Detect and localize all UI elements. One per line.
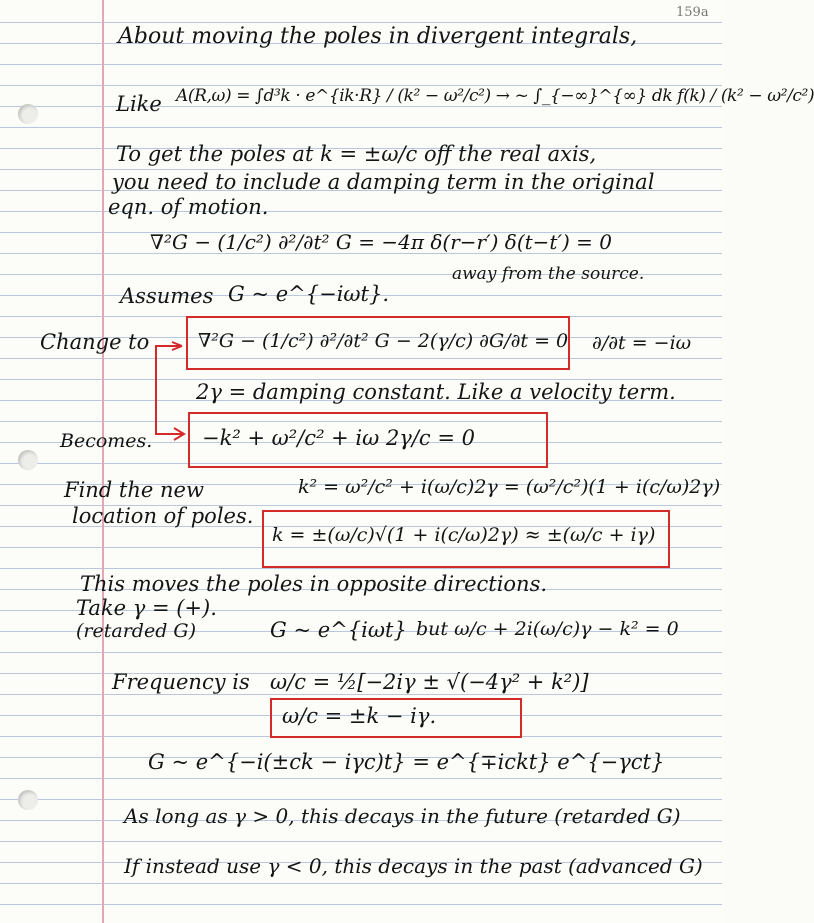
retarded-label: (retarded G)	[76, 620, 196, 642]
equation-g-time: G ~ e^{−i(±ck − iγc)t} = e^{∓ickt} e^{−γct}	[148, 750, 665, 774]
away-note: away from the source.	[452, 264, 645, 284]
opposite-text: This moves the poles in opposite directions.	[80, 572, 548, 596]
equation-damped: ∇²G − (1/c²) ∂²/∂t² G − 2(γ/c) ∂G/∂t = 0	[198, 330, 569, 352]
equation-frequency: ω/c = ½[−2iγ ± √(−4γ² + k²)]	[270, 670, 589, 694]
final-line-1: As long as γ > 0, this decays in the future (retarded G)	[124, 804, 681, 828]
title-line: About moving the poles in divergent integrals,	[118, 24, 638, 49]
equation-dispersion: −k² + ω²/c² + iω 2γ/c = 0	[202, 426, 475, 450]
find-label-2: location of poles.	[72, 504, 254, 528]
time-derivative-note: ∂/∂t = −iω	[592, 332, 692, 354]
frequency-label: Frequency is	[112, 670, 250, 694]
text-line-1: To get the poles at k = ±ω/c off the real axis,	[116, 142, 597, 166]
take-label: Take γ = (+).	[76, 596, 217, 620]
equation-green-function: ∇²G − (1/c²) ∂²/∂t² G = −4π δ(r−r′) δ(t−t′) = 0	[150, 230, 613, 254]
find-label-1: Find the new	[64, 478, 204, 502]
assumes-label: Assumes	[120, 284, 214, 308]
but-expression: but ω/c + 2i(ω/c)γ − k² = 0	[416, 618, 679, 640]
assumes-expression: G ~ e^{−iωt}.	[228, 282, 390, 306]
damping-note: 2γ = damping constant. Like a velocity term.	[196, 380, 676, 404]
like-expression: A(R,ω) = ∫d³k · e^{ik·R} / (k² − ω²/c²) → ~ ∫_{−∞}^{∞} dk f(k) / (k² − ω²/c²)	[176, 86, 814, 106]
text-line-3: eqn. of motion.	[108, 195, 269, 219]
page-number: 159a	[676, 5, 709, 20]
g-approximation: G ~ e^{iωt}	[270, 618, 407, 642]
change-label: Change to	[40, 330, 150, 354]
like-label: Like	[116, 92, 162, 116]
equation-k-squared: k² = ω²/c² + i(ω/c)2γ = (ω²/c²)(1 + i(c/ω)2γ)	[298, 476, 721, 498]
text-line-2: you need to include a damping term in the original	[112, 170, 655, 194]
final-line-2: If instead use γ < 0, this decays in the past (advanced G)	[124, 854, 703, 878]
equation-poles: k = ±(ω/c)√(1 + i(c/ω)2γ) ≈ ±(ω/c + iγ)	[272, 524, 656, 546]
becomes-label: Becomes.	[60, 430, 153, 452]
equation-frequency-result: ω/c = ±k − iγ.	[282, 704, 437, 728]
